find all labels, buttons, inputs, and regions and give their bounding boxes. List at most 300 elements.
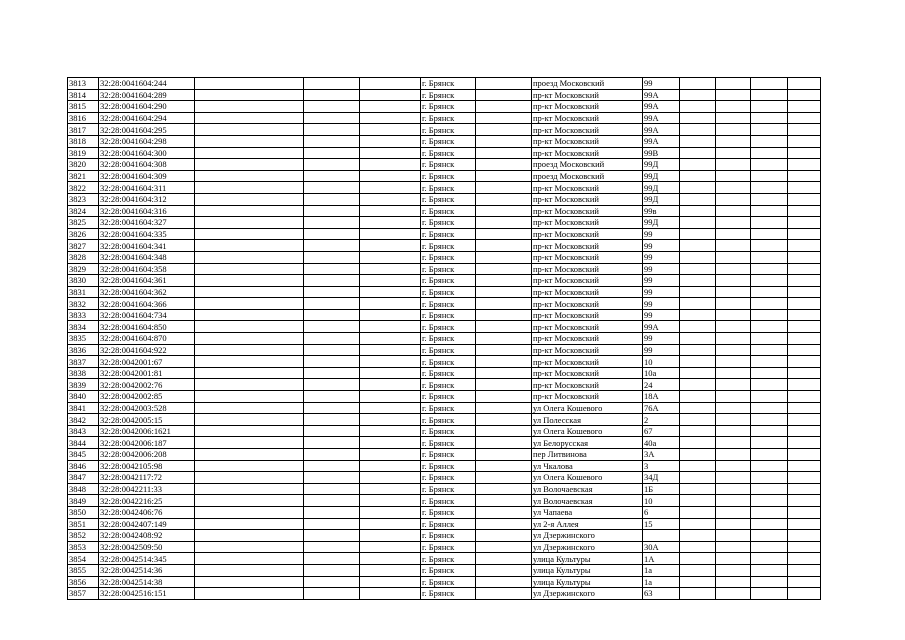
house-number-cell: 1а (643, 576, 680, 588)
empty-cell (716, 367, 751, 379)
house-number-cell: 99 (643, 333, 680, 345)
empty-cell (360, 541, 421, 553)
empty-cell (360, 460, 421, 472)
row-number-cell: 3822 (68, 182, 99, 194)
city-cell: г. Брянск (421, 182, 476, 194)
house-number-cell: 99А (643, 112, 680, 124)
house-number-cell: 99Д (643, 193, 680, 205)
empty-cell (680, 402, 716, 414)
house-number-cell: 99Д (643, 170, 680, 182)
street-cell: ул Волочаевская (532, 495, 643, 507)
empty-cell (476, 205, 532, 217)
street-cell: пер Литвинова (532, 449, 643, 461)
cadastral-number-cell: 32:28:0041604:316 (99, 205, 195, 217)
street-cell: пр-кт Московский (532, 263, 643, 275)
empty-cell (751, 379, 788, 391)
empty-cell (680, 379, 716, 391)
empty-cell (680, 553, 716, 565)
street-cell: ул Чкалова (532, 460, 643, 472)
street-cell: пр-кт Московский (532, 321, 643, 333)
city-cell: г. Брянск (421, 553, 476, 565)
empty-cell (304, 495, 360, 507)
house-number-cell: 3А (643, 449, 680, 461)
empty-cell (716, 263, 751, 275)
empty-cell (751, 147, 788, 159)
empty-cell (716, 460, 751, 472)
empty-cell (788, 564, 821, 576)
empty-cell (304, 298, 360, 310)
empty-cell (360, 425, 421, 437)
empty-cell (476, 483, 532, 495)
street-cell: проезд Московский (532, 78, 643, 90)
table-row (68, 449, 821, 461)
empty-cell (476, 588, 532, 600)
empty-cell (716, 506, 751, 518)
empty-cell (360, 564, 421, 576)
city-cell: г. Брянск (421, 356, 476, 368)
empty-cell (716, 309, 751, 321)
cadastral-number-cell: 32:28:0042105:98 (99, 460, 195, 472)
empty-cell (751, 449, 788, 461)
empty-cell (680, 286, 716, 298)
house-number-cell: 99 (643, 251, 680, 263)
empty-cell (751, 460, 788, 472)
empty-cell (476, 89, 532, 101)
house-number-cell: 99 (643, 286, 680, 298)
empty-cell (751, 228, 788, 240)
empty-cell (680, 217, 716, 229)
cadastral-number-cell: 32:28:0042408:92 (99, 530, 195, 542)
empty-cell (680, 437, 716, 449)
empty-cell (195, 333, 304, 345)
empty-cell (476, 506, 532, 518)
street-cell: улица Культуры (532, 553, 643, 565)
empty-cell (304, 321, 360, 333)
empty-cell (751, 553, 788, 565)
empty-cell (716, 112, 751, 124)
row-number-cell: 3851 (68, 518, 99, 530)
cadastral-number-cell: 32:28:0042003:528 (99, 402, 195, 414)
empty-cell (788, 135, 821, 147)
empty-cell (680, 205, 716, 217)
row-number-cell: 3842 (68, 414, 99, 426)
house-number-cell: 67 (643, 425, 680, 437)
empty-cell (304, 460, 360, 472)
empty-cell (195, 506, 304, 518)
empty-cell (476, 414, 532, 426)
row-number-cell: 3826 (68, 228, 99, 240)
empty-cell (716, 495, 751, 507)
row-number-cell: 3813 (68, 78, 99, 90)
empty-cell (751, 309, 788, 321)
city-cell: г. Брянск (421, 449, 476, 461)
empty-cell (751, 437, 788, 449)
table-row (68, 425, 821, 437)
empty-cell (751, 530, 788, 542)
empty-cell (716, 564, 751, 576)
empty-cell (360, 240, 421, 252)
empty-cell (788, 228, 821, 240)
row-number-cell: 3854 (68, 553, 99, 565)
table-row (68, 135, 821, 147)
empty-cell (304, 483, 360, 495)
cadastral-number-cell: 32:28:0041604:335 (99, 228, 195, 240)
empty-cell (751, 275, 788, 287)
empty-cell (476, 541, 532, 553)
city-cell: г. Брянск (421, 78, 476, 90)
street-cell: пр-кт Московский (532, 333, 643, 345)
empty-cell (304, 367, 360, 379)
empty-cell (788, 449, 821, 461)
street-cell: пр-кт Московский (532, 147, 643, 159)
empty-cell (304, 530, 360, 542)
street-cell: пр-кт Московский (532, 344, 643, 356)
house-number-cell (643, 530, 680, 542)
empty-cell (360, 170, 421, 182)
empty-cell (195, 460, 304, 472)
table-row (68, 147, 821, 159)
empty-cell (195, 309, 304, 321)
street-cell: пр-кт Московский (532, 101, 643, 113)
empty-cell (680, 182, 716, 194)
table-row (68, 391, 821, 403)
empty-cell (788, 286, 821, 298)
empty-cell (788, 124, 821, 136)
cadastral-number-cell: 32:28:0041604:361 (99, 275, 195, 287)
city-cell: г. Брянск (421, 217, 476, 229)
row-number-cell: 3834 (68, 321, 99, 333)
row-number-cell: 3817 (68, 124, 99, 136)
street-cell: ул Дзержинского (532, 588, 643, 600)
empty-cell (360, 193, 421, 205)
empty-cell (476, 193, 532, 205)
empty-cell (304, 391, 360, 403)
city-cell: г. Брянск (421, 564, 476, 576)
cadastral-number-cell: 32:28:0042514:36 (99, 564, 195, 576)
empty-cell (360, 101, 421, 113)
street-cell: пр-кт Московский (532, 298, 643, 310)
city-cell: г. Брянск (421, 344, 476, 356)
city-cell: г. Брянск (421, 112, 476, 124)
house-number-cell: 99А (643, 124, 680, 136)
row-number-cell: 3857 (68, 588, 99, 600)
empty-cell (751, 170, 788, 182)
empty-cell (304, 518, 360, 530)
empty-cell (788, 147, 821, 159)
empty-cell (680, 228, 716, 240)
empty-cell (716, 344, 751, 356)
row-number-cell: 3841 (68, 402, 99, 414)
empty-cell (304, 425, 360, 437)
empty-cell (476, 147, 532, 159)
house-number-cell: 99Д (643, 159, 680, 171)
empty-cell (680, 101, 716, 113)
row-number-cell: 3856 (68, 576, 99, 588)
empty-cell (716, 437, 751, 449)
table-row (68, 333, 821, 345)
empty-cell (304, 472, 360, 484)
row-number-cell: 3855 (68, 564, 99, 576)
empty-cell (304, 449, 360, 461)
empty-cell (788, 159, 821, 171)
empty-cell (195, 530, 304, 542)
empty-cell (195, 356, 304, 368)
empty-cell (195, 344, 304, 356)
empty-cell (304, 240, 360, 252)
empty-cell (304, 159, 360, 171)
empty-cell (716, 217, 751, 229)
empty-cell (680, 530, 716, 542)
empty-cell (304, 541, 360, 553)
city-cell: г. Брянск (421, 518, 476, 530)
table-row (68, 495, 821, 507)
street-cell: улица Культуры (532, 576, 643, 588)
empty-cell (476, 449, 532, 461)
cadastral-number-cell: 32:28:0042514:38 (99, 576, 195, 588)
empty-cell (304, 182, 360, 194)
table-row (68, 437, 821, 449)
empty-cell (360, 205, 421, 217)
empty-cell (304, 147, 360, 159)
empty-cell (716, 205, 751, 217)
cadastral-number-cell: 32:28:0041604:341 (99, 240, 195, 252)
cadastral-number-cell: 32:28:0041604:327 (99, 217, 195, 229)
row-number-cell: 3836 (68, 344, 99, 356)
empty-cell (680, 460, 716, 472)
city-cell: г. Брянск (421, 251, 476, 263)
empty-cell (304, 193, 360, 205)
house-number-cell: 99А (643, 321, 680, 333)
empty-cell (304, 356, 360, 368)
empty-cell (360, 379, 421, 391)
table-row (68, 124, 821, 136)
street-cell: пр-кт Московский (532, 135, 643, 147)
cadastral-number-cell: 32:28:0042006:1621 (99, 425, 195, 437)
city-cell: г. Брянск (421, 298, 476, 310)
empty-cell (476, 275, 532, 287)
empty-cell (716, 286, 751, 298)
empty-cell (788, 391, 821, 403)
row-number-cell: 3833 (68, 309, 99, 321)
row-number-cell: 3853 (68, 541, 99, 553)
empty-cell (680, 159, 716, 171)
empty-cell (360, 506, 421, 518)
empty-cell (751, 564, 788, 576)
city-cell: г. Брянск (421, 147, 476, 159)
empty-cell (195, 414, 304, 426)
empty-cell (360, 124, 421, 136)
empty-cell (751, 217, 788, 229)
register-table (67, 77, 821, 600)
empty-cell (195, 275, 304, 287)
empty-cell (360, 298, 421, 310)
table-row (68, 275, 821, 287)
street-cell: ул Олега Кошевого (532, 402, 643, 414)
city-cell: г. Брянск (421, 228, 476, 240)
empty-cell (195, 101, 304, 113)
empty-cell (195, 564, 304, 576)
street-cell: ул Волочаевская (532, 483, 643, 495)
empty-cell (788, 530, 821, 542)
empty-cell (680, 449, 716, 461)
street-cell: пр-кт Московский (532, 379, 643, 391)
empty-cell (751, 495, 788, 507)
empty-cell (195, 298, 304, 310)
cadastral-number-cell: 32:28:0042002:85 (99, 391, 195, 403)
empty-cell (360, 437, 421, 449)
street-cell: проезд Московский (532, 159, 643, 171)
empty-cell (788, 89, 821, 101)
street-cell: пр-кт Московский (532, 391, 643, 403)
row-number-cell: 3827 (68, 240, 99, 252)
empty-cell (304, 414, 360, 426)
cadastral-number-cell: 32:28:0041604:870 (99, 333, 195, 345)
table-row (68, 286, 821, 298)
empty-cell (716, 449, 751, 461)
city-cell: г. Брянск (421, 89, 476, 101)
empty-cell (304, 286, 360, 298)
empty-cell (788, 367, 821, 379)
row-number-cell: 3832 (68, 298, 99, 310)
empty-cell (751, 298, 788, 310)
empty-cell (751, 588, 788, 600)
empty-cell (788, 170, 821, 182)
cadastral-number-cell: 32:28:0041604:348 (99, 251, 195, 263)
empty-cell (716, 240, 751, 252)
empty-cell (716, 553, 751, 565)
empty-cell (476, 135, 532, 147)
table-row (68, 472, 821, 484)
empty-cell (680, 472, 716, 484)
table-row (68, 217, 821, 229)
city-cell: г. Брянск (421, 193, 476, 205)
street-cell: пр-кт Московский (532, 286, 643, 298)
empty-cell (195, 286, 304, 298)
empty-cell (680, 321, 716, 333)
row-number-cell: 3829 (68, 263, 99, 275)
empty-cell (716, 182, 751, 194)
empty-cell (788, 472, 821, 484)
empty-cell (680, 344, 716, 356)
empty-cell (751, 414, 788, 426)
empty-cell (360, 588, 421, 600)
house-number-cell: 99А (643, 89, 680, 101)
empty-cell (680, 78, 716, 90)
empty-cell (680, 391, 716, 403)
empty-cell (680, 576, 716, 588)
empty-cell (680, 367, 716, 379)
city-cell: г. Брянск (421, 414, 476, 426)
empty-cell (716, 530, 751, 542)
row-number-cell: 3820 (68, 159, 99, 171)
empty-cell (680, 541, 716, 553)
empty-cell (360, 251, 421, 263)
house-number-cell: 1А (643, 553, 680, 565)
house-number-cell: 76А (643, 402, 680, 414)
empty-cell (751, 344, 788, 356)
empty-cell (360, 391, 421, 403)
empty-cell (716, 402, 751, 414)
empty-cell (195, 425, 304, 437)
table-row (68, 402, 821, 414)
empty-cell (304, 101, 360, 113)
empty-cell (195, 228, 304, 240)
row-number-cell: 3831 (68, 286, 99, 298)
street-cell: проезд Московский (532, 170, 643, 182)
empty-cell (195, 576, 304, 588)
empty-cell (680, 240, 716, 252)
empty-cell (751, 518, 788, 530)
cadastral-number-cell: 32:28:0041604:311 (99, 182, 195, 194)
empty-cell (476, 298, 532, 310)
cadastral-number-cell: 32:28:0041604:312 (99, 193, 195, 205)
empty-cell (360, 495, 421, 507)
empty-cell (360, 135, 421, 147)
cadastral-number-cell: 32:28:0041604:850 (99, 321, 195, 333)
city-cell: г. Брянск (421, 541, 476, 553)
table-row (68, 263, 821, 275)
table-row (68, 576, 821, 588)
city-cell: г. Брянск (421, 321, 476, 333)
empty-cell (716, 483, 751, 495)
house-number-cell: 99 (643, 298, 680, 310)
row-number-cell: 3828 (68, 251, 99, 263)
empty-cell (195, 483, 304, 495)
house-number-cell: 99 (643, 228, 680, 240)
empty-cell (716, 425, 751, 437)
empty-cell (751, 506, 788, 518)
row-number-cell: 3816 (68, 112, 99, 124)
empty-cell (195, 321, 304, 333)
street-cell: пр-кт Московский (532, 367, 643, 379)
street-cell: пр-кт Московский (532, 275, 643, 287)
empty-cell (360, 576, 421, 588)
street-cell: ул Белорусская (532, 437, 643, 449)
empty-cell (476, 553, 532, 565)
empty-cell (476, 564, 532, 576)
empty-cell (304, 275, 360, 287)
empty-cell (716, 588, 751, 600)
empty-cell (476, 530, 532, 542)
empty-cell (195, 240, 304, 252)
table-row (68, 414, 821, 426)
city-cell: г. Брянск (421, 391, 476, 403)
table-row (68, 170, 821, 182)
empty-cell (680, 251, 716, 263)
empty-cell (195, 193, 304, 205)
table-row (68, 518, 821, 530)
empty-cell (360, 159, 421, 171)
empty-cell (751, 391, 788, 403)
city-cell: г. Брянск (421, 588, 476, 600)
empty-cell (304, 344, 360, 356)
empty-cell (476, 425, 532, 437)
empty-cell (360, 286, 421, 298)
empty-cell (195, 553, 304, 565)
empty-cell (751, 333, 788, 345)
empty-cell (304, 506, 360, 518)
empty-cell (751, 205, 788, 217)
street-cell: пр-кт Московский (532, 228, 643, 240)
empty-cell (751, 367, 788, 379)
empty-cell (788, 553, 821, 565)
empty-cell (788, 588, 821, 600)
empty-cell (304, 112, 360, 124)
empty-cell (680, 483, 716, 495)
cadastral-number-cell: 32:28:0042406:76 (99, 506, 195, 518)
empty-cell (751, 135, 788, 147)
house-number-cell: 63 (643, 588, 680, 600)
